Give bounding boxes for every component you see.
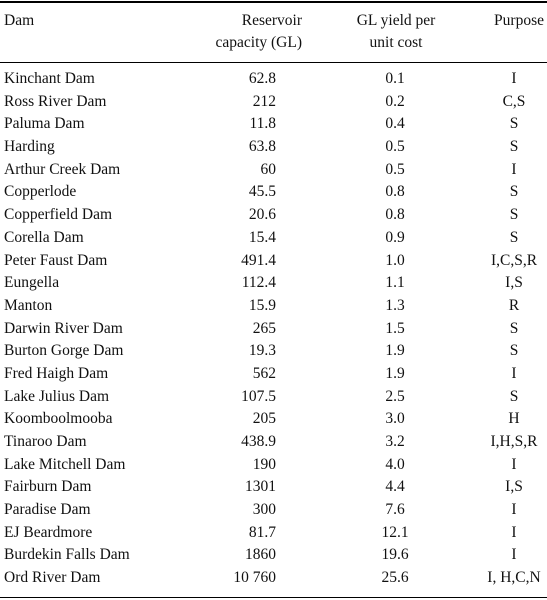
table-row [0, 522, 547, 545]
table-row [0, 476, 547, 499]
purpose-cell: I [511, 501, 517, 519]
table-row [0, 363, 547, 386]
table-row [0, 113, 547, 136]
capacity-cell: 205 [252, 410, 276, 428]
yield-cell: 0.5 [385, 160, 405, 178]
header-purpose: Purpose [494, 12, 544, 29]
purpose-cell: I [511, 160, 517, 178]
purpose-cell: S [509, 115, 519, 133]
table-row [0, 340, 547, 363]
dam-name-cell: Copperfield Dam [4, 206, 113, 224]
yield-cell: 0.8 [385, 183, 405, 201]
yield-cell: 4.4 [385, 478, 405, 496]
capacity-cell: 20.6 [248, 206, 276, 224]
purpose-cell: S [509, 138, 519, 156]
yield-cell: 1.3 [385, 296, 405, 314]
capacity-cell: 212 [252, 92, 276, 110]
header-capacity: Reservoir capacity (GL) [215, 12, 302, 51]
dam-name-cell: Corella Dam [4, 228, 84, 246]
table-row [0, 318, 547, 341]
table-row [0, 454, 547, 477]
capacity-cell: 15.4 [248, 228, 276, 246]
capacity-cell: 45.5 [248, 183, 276, 201]
capacity-cell: 438.9 [241, 433, 276, 450]
capacity-cell: 300 [252, 501, 276, 519]
purpose-cell: S [509, 228, 519, 246]
table-row [0, 544, 547, 567]
yield-cell: 0.1 [385, 70, 405, 87]
yield-cell: 4.0 [385, 455, 405, 473]
purpose-cell: I [511, 546, 517, 564]
capacity-cell: 81.7 [248, 523, 276, 541]
yield-cell: 3.2 [385, 433, 405, 450]
header-yield: GL yield per unit cost [356, 12, 436, 51]
purpose-cell: S [509, 387, 519, 405]
capacity-cell: 11.8 [249, 115, 276, 133]
dam-name-cell: Darwin River Dam [4, 319, 123, 337]
purpose-cell: S [509, 206, 519, 224]
dam-name-cell: Paluma Dam [4, 115, 85, 133]
table-row [0, 204, 547, 227]
table-body [0, 68, 547, 590]
purpose-cell: C,S [502, 92, 526, 110]
table-row [0, 159, 547, 182]
yield-cell: 1.9 [385, 342, 405, 360]
purpose-cell: S [509, 319, 519, 337]
purpose-cell: H [508, 410, 520, 428]
yield-cell: 25.6 [381, 569, 409, 587]
capacity-cell: 491.4 [241, 251, 276, 269]
purpose-cell: I,C,S,R [490, 251, 538, 269]
dam-name-cell: Burdekin Falls Dam [4, 546, 130, 564]
header-dam: Dam [4, 12, 35, 29]
table-row [0, 386, 547, 409]
dam-name-cell: Harding [4, 138, 55, 156]
table-row [0, 567, 547, 590]
dam-name-cell: Peter Faust Dam [4, 251, 108, 269]
table-top-rule [0, 1, 547, 3]
purpose-cell: R [508, 296, 520, 314]
table-row [0, 91, 547, 114]
table-row [0, 250, 547, 273]
dam-name-cell: Ross River Dam [4, 92, 107, 110]
yield-cell: 0.4 [385, 115, 405, 133]
dam-name-cell: Koomboolmooba [4, 410, 113, 428]
purpose-cell: S [509, 183, 519, 201]
purpose-cell: S [509, 342, 519, 360]
dam-name-cell: Kinchant Dam [4, 70, 95, 87]
yield-cell: 1.5 [385, 319, 405, 337]
dam-name-cell: Lake Julius Dam [4, 387, 110, 405]
table-row [0, 431, 547, 454]
capacity-cell: 15.9 [248, 296, 276, 314]
yield-cell: 0.9 [385, 228, 405, 246]
purpose-cell: I,H,S,R [490, 433, 538, 450]
dam-name-cell: Copperlode [4, 183, 77, 201]
capacity-cell: 562 [252, 364, 276, 382]
dam-name-cell: Eungella [4, 274, 60, 292]
table-bottom-rule [0, 597, 547, 598]
table-row [0, 295, 547, 318]
dam-name-cell: EJ Beardmore [4, 523, 93, 541]
table-header-rule [0, 62, 547, 63]
dam-name-cell: Manton [4, 296, 53, 314]
table-row [0, 408, 547, 431]
yield-cell: 1.1 [385, 274, 405, 292]
table-row [0, 499, 547, 522]
dam-name-cell: Arthur Creek Dam [4, 160, 121, 178]
purpose-cell: I,S [505, 478, 523, 496]
yield-cell: 1.0 [385, 251, 405, 269]
capacity-cell: 1301 [245, 478, 276, 496]
yield-cell: 3.0 [385, 410, 405, 428]
table-row [0, 68, 547, 91]
yield-cell: 0.2 [385, 92, 405, 110]
dam-name-cell: Fred Haigh Dam [4, 364, 109, 382]
capacity-cell: 112.4 [241, 274, 276, 292]
purpose-cell: I,S [505, 274, 523, 292]
yield-cell: 2.5 [385, 387, 405, 405]
capacity-cell: 10 760 [233, 569, 276, 587]
dam-name-cell: Ord River Dam [4, 569, 101, 587]
purpose-cell: I [511, 70, 517, 87]
table-row [0, 227, 547, 250]
capacity-cell: 62.8 [248, 70, 276, 87]
dam-name-cell: Lake Mitchell Dam [4, 455, 126, 473]
yield-cell: 7.6 [385, 501, 405, 519]
capacity-cell: 1860 [245, 546, 276, 564]
purpose-cell: I [511, 455, 517, 473]
table-row [0, 181, 547, 204]
table-row [0, 136, 547, 159]
purpose-cell: I [511, 364, 517, 382]
yield-cell: 0.8 [385, 206, 405, 224]
capacity-cell: 63.8 [248, 138, 276, 156]
capacity-cell: 190 [252, 455, 276, 473]
yield-cell: 19.6 [381, 546, 409, 564]
purpose-cell: I, H,C,N [487, 569, 541, 587]
dam-name-cell: Fairburn Dam [4, 478, 92, 496]
capacity-cell: 265 [252, 319, 276, 337]
yield-cell: 0.5 [385, 138, 405, 156]
table-row [0, 272, 547, 295]
capacity-cell: 19.3 [248, 342, 276, 360]
capacity-cell: 60 [260, 160, 276, 178]
yield-cell: 12.1 [381, 523, 409, 541]
dam-name-cell: Burton Gorge Dam [4, 342, 124, 360]
yield-cell: 1.9 [385, 364, 405, 382]
capacity-cell: 107.5 [241, 387, 276, 405]
dam-name-cell: Tinaroo Dam [4, 433, 87, 450]
dam-name-cell: Paradise Dam [4, 501, 91, 519]
purpose-cell: I [511, 523, 517, 541]
